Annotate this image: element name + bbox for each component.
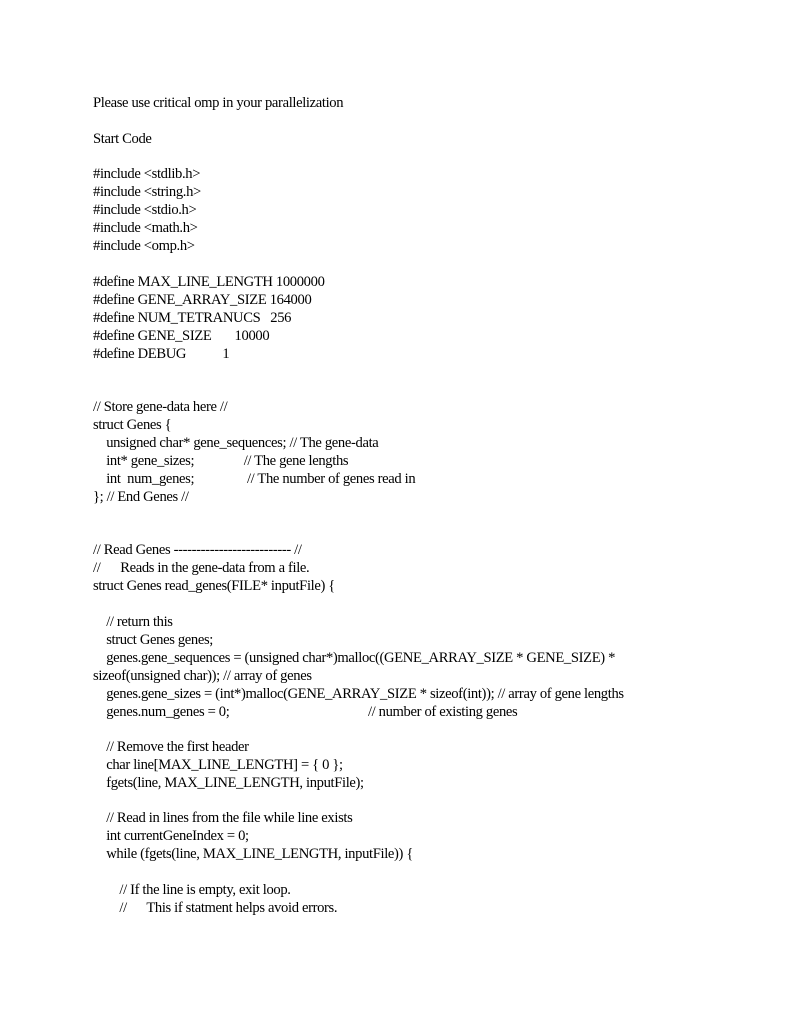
code-line: genes.num_genes = 0; // number of existing genes [93,704,518,720]
intro-text: Please use critical omp in your parallelization [93,95,344,111]
code-line: genes.gene_sequences = (unsigned char*)malloc((GENE_ARRAY_SIZE * GENE_SIZE) * [93,650,616,666]
struct-line: int num_genes; // The number of genes read in [93,471,416,487]
include-line: #include <stdio.h> [93,202,197,218]
define-line: #define NUM_TETRANUCS 256 [93,310,292,326]
start-code-heading: Start Code [93,131,152,147]
include-line: #include <stdlib.h> [93,166,201,182]
code-line: char line[MAX_LINE_LENGTH] = { 0 }; [93,757,343,773]
include-line: #include <math.h> [93,220,198,236]
define-line: #define GENE_ARRAY_SIZE 164000 [93,292,312,308]
struct-line: int* gene_sizes; // The gene lengths [93,453,349,469]
struct-line: unsigned char* gene_sequences; // The gene-data [93,435,379,451]
read-genes-line: // Reads in the gene-data from a file. [93,560,310,576]
define-line: #define MAX_LINE_LENGTH 1000000 [93,274,325,290]
struct-line: // Store gene-data here // [93,399,228,415]
code-line: // Remove the first header [93,739,249,755]
define-line: #define DEBUG 1 [93,346,230,362]
read-genes-line: struct Genes read_genes(FILE* inputFile) { [93,578,335,594]
struct-line: }; // End Genes // [93,489,189,505]
code-line: // Read in lines from the file while line exists [93,810,353,826]
code-line: while (fgets(line, MAX_LINE_LENGTH, inputFile)) { [93,846,413,862]
define-line: #define GENE_SIZE 10000 [93,328,270,344]
include-line: #include <string.h> [93,184,201,200]
code-line: // If the line is empty, exit loop. [93,882,291,898]
struct-line: struct Genes { [93,417,172,433]
code-line: fgets(line, MAX_LINE_LENGTH, inputFile); [93,775,364,791]
include-line: #include <omp.h> [93,238,195,254]
code-line: // return this [93,614,173,630]
read-genes-line: // Read Genes -------------------------- // [93,542,302,558]
code-line: int currentGeneIndex = 0; [93,828,249,844]
code-line: genes.gene_sizes = (int*)malloc(GENE_ARRAY_SIZE * sizeof(int)); // array of gene lengths [93,686,624,702]
code-line: struct Genes genes; [93,632,214,648]
code-line: // This if statment helps avoid errors. [93,900,338,916]
code-line: sizeof(unsigned char)); // array of genes [93,668,312,684]
